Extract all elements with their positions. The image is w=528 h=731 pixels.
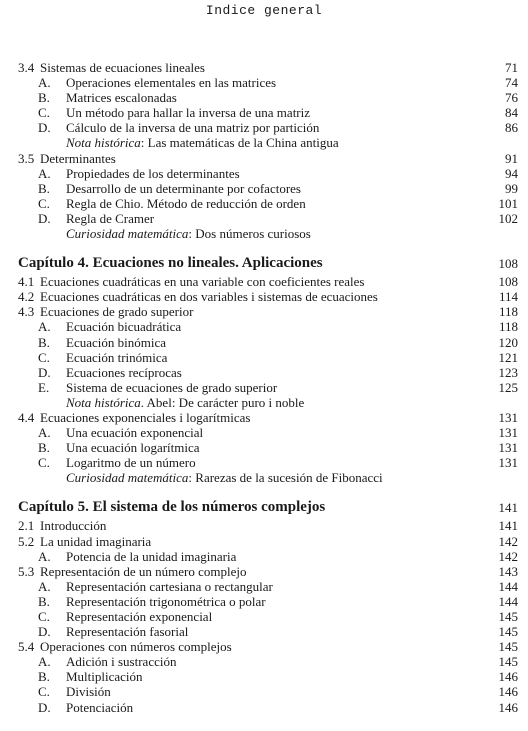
toc-page-number: 131 (498, 425, 518, 441)
toc-title: Ecuaciones cuadráticas en dos variables i sistemas de ecuaciones (40, 289, 378, 305)
toc-note-label: Nota histórica (66, 394, 141, 410)
toc-title: Representación cartesiana o rectangular (66, 578, 273, 594)
toc-title: Regla de Cramer (66, 210, 155, 226)
toc-title: División (66, 684, 111, 700)
toc-page-number: 143 (498, 563, 518, 579)
toc-page-number: 114 (498, 289, 518, 305)
toc-section-row (18, 534, 518, 549)
toc-note-title: : Dos números curiosos (188, 226, 311, 242)
toc-page-number: 131 (498, 409, 518, 425)
toc-section-row (18, 60, 518, 75)
toc-section-row (18, 410, 518, 425)
toc-sub-row (18, 455, 518, 470)
toc-number: A. (38, 654, 51, 670)
toc-number: C. (38, 609, 50, 624)
toc-title: Ecuaciones exponenciales i logarítmicas (40, 409, 251, 425)
toc-page-number: 121 (498, 349, 518, 365)
toc-title: Logaritmo de un número (66, 455, 196, 471)
toc-note-text (66, 226, 311, 241)
toc-page-number: 76 (505, 90, 518, 106)
toc-number: D. (38, 120, 51, 136)
toc-sub-row (18, 105, 518, 120)
toc-number: C. (38, 105, 50, 121)
toc-page-number: 141 (498, 518, 518, 534)
toc-sub-row (18, 166, 518, 181)
toc-sub-row (18, 75, 518, 90)
toc-title: Ecuaciones recíprocas (66, 364, 182, 380)
toc-title: Cálculo de la inversa de una matriz por partición (66, 120, 320, 136)
toc-number: B. (38, 669, 50, 685)
toc-sub-row (18, 669, 518, 684)
toc-page-number: 120 (498, 334, 518, 350)
toc-page-number: 118 (498, 319, 518, 335)
toc-title: Representación trigonométrica o polar (66, 593, 266, 609)
toc-sub-row (18, 350, 518, 365)
toc-note-text (66, 135, 339, 150)
toc-sub-row (18, 196, 518, 211)
toc-title: Ecuaciones de grado superior (40, 304, 194, 320)
toc-note-title: : Las matemáticas de la China antigua (140, 135, 339, 151)
toc-page-number: 131 (498, 440, 518, 456)
toc-sub-row (18, 335, 518, 350)
toc-sub-row (18, 700, 518, 715)
toc-number: B. (38, 90, 50, 106)
toc-title: Ecuación trinómica (66, 349, 168, 365)
toc-note-label: Nota histórica (66, 135, 141, 151)
toc-number: 3.4 (18, 60, 35, 75)
toc-title: Introducción (40, 518, 107, 534)
toc-title: Capítulo 4. Ecuaciones no lineales. Aplicaciones (18, 255, 323, 272)
toc-title: La unidad imaginaria (40, 533, 152, 549)
toc-number: 2.1 (18, 518, 35, 534)
toc-number: 4.4 (18, 409, 35, 425)
toc-number: D. (38, 210, 51, 226)
toc-sub-row (18, 594, 518, 609)
toc-sub-row (18, 624, 518, 639)
toc-page-number: 144 (498, 593, 518, 609)
toc-title: Un método para hallar la inversa de una matriz (66, 105, 311, 121)
toc-title: Ecuación bicuadrática (66, 319, 182, 335)
toc-number: D. (38, 364, 51, 380)
toc-number: 4.1 (18, 274, 35, 290)
toc-chapter-row (18, 253, 518, 274)
toc-number: E. (38, 379, 50, 395)
toc-page-number: 84 (505, 105, 518, 121)
toc-number: 3.5 (18, 150, 35, 166)
toc-page-number: 101 (498, 195, 518, 211)
toc-page-number: 74 (505, 75, 518, 91)
toc-title: Representación exponencial (66, 609, 213, 624)
toc-note-text (66, 470, 383, 485)
toc-number: B. (38, 180, 50, 196)
toc-section-row (18, 518, 518, 533)
toc-page-number: 145 (498, 639, 518, 655)
toc-page-number: 131 (498, 455, 518, 471)
toc-page-number: 118 (498, 304, 518, 320)
toc-sub-row (18, 654, 518, 669)
toc-title: Determinantes (40, 150, 116, 166)
toc-number: A. (38, 75, 51, 91)
toc-sub-row (18, 90, 518, 105)
toc-note-label: Curiosidad matemática (66, 226, 189, 242)
toc-sub-row (18, 440, 518, 455)
toc-number: A. (38, 548, 51, 564)
toc-title: Sistemas de ecuaciones lineales (40, 60, 205, 75)
toc-note-title: : Rarezas de la sucesión de Fibonacci (188, 470, 383, 486)
toc-number: D. (38, 699, 51, 715)
toc-sub-row (18, 181, 518, 196)
toc-section-row (18, 274, 518, 289)
toc-page-number: 123 (498, 364, 518, 380)
toc-note-label: Curiosidad matemática (66, 470, 189, 486)
toc-note-row (18, 470, 518, 485)
toc-page-number: 91 (505, 150, 518, 166)
toc-section-row (18, 564, 518, 579)
toc-page-number: 71 (505, 60, 518, 75)
toc-page-number: 145 (498, 609, 518, 624)
toc-note-title: . Abel: De carácter puro i noble (140, 394, 305, 410)
toc-number: 5.2 (18, 533, 35, 549)
toc-number: C. (38, 195, 50, 211)
toc-note-text (66, 395, 304, 410)
toc-number: A. (38, 165, 51, 181)
toc-number: 4.2 (18, 289, 35, 305)
toc-number: C. (38, 455, 50, 471)
toc-title: Desarrollo de un determinante por cofactores (66, 180, 301, 196)
toc-note-row (18, 395, 518, 410)
toc-sub-row (18, 319, 518, 334)
toc-number: A. (38, 578, 51, 594)
toc-title: Ecuaciones cuadráticas en una variable con coeficientes reales (40, 274, 365, 290)
toc-number: B. (38, 334, 50, 350)
toc-note-row (18, 135, 518, 150)
toc-title: Multiplicación (66, 669, 143, 685)
toc-title: Adición i sustracción (66, 654, 177, 670)
toc-sub-row (18, 425, 518, 440)
toc-sub-row (18, 365, 518, 380)
toc-sub-row (18, 549, 518, 564)
toc-page-number: 144 (498, 578, 518, 594)
toc-page-number: 146 (498, 684, 518, 700)
toc-chapter-row (18, 497, 518, 518)
toc-number: C. (38, 349, 50, 365)
toc-number: B. (38, 593, 50, 609)
toc-number: 5.3 (18, 563, 35, 579)
toc-number: D. (38, 624, 51, 640)
toc-page-number: 141 (498, 500, 518, 516)
page-header: Indice general (205, 3, 323, 18)
toc-sub-row (18, 579, 518, 594)
toc-number: 5.4 (18, 639, 35, 655)
toc-title: Sistema de ecuaciones de grado superior (66, 379, 278, 395)
toc-number: C. (38, 684, 50, 700)
toc-page-number: 108 (498, 274, 518, 290)
toc-page-number: 142 (498, 533, 518, 549)
toc-note-row (18, 226, 518, 241)
toc-page-number: 86 (505, 120, 518, 136)
toc-section-row (18, 151, 518, 166)
toc-page-number: 108 (498, 256, 518, 272)
toc-title: Regla de Chio. Método de reducción de orden (66, 195, 306, 211)
toc-title: Una ecuación exponencial (66, 425, 204, 441)
toc-page-number: 145 (498, 654, 518, 670)
toc-title: Ecuación binómica (66, 334, 166, 350)
toc-page-number: 146 (498, 699, 518, 715)
toc-page-number: 142 (498, 548, 518, 564)
toc-sub-row (18, 609, 518, 624)
toc-title: Representación fasorial (66, 624, 189, 640)
toc-title: Potenciación (66, 699, 134, 715)
toc-section-row (18, 639, 518, 654)
toc-sub-row (18, 380, 518, 395)
toc-page-number: 94 (505, 165, 518, 181)
toc-number: A. (38, 319, 51, 335)
toc-title: Una ecuación logarítmica (66, 440, 200, 456)
toc-number: 4.3 (18, 304, 35, 320)
toc-title: Capítulo 5. El sistema de los números complejos (18, 499, 326, 516)
toc-page-number: 146 (498, 669, 518, 685)
toc-title: Matrices escalonadas (66, 90, 177, 106)
toc-number: B. (38, 440, 50, 456)
toc-sub-row (18, 120, 518, 135)
table-of-contents (18, 60, 518, 715)
toc-title: Operaciones elementales en las matrices (66, 75, 277, 91)
toc-sub-row (18, 684, 518, 699)
toc-page-number: 99 (505, 180, 518, 196)
toc-page-number: 145 (498, 624, 518, 640)
toc-section-row (18, 289, 518, 304)
toc-number: A. (38, 425, 51, 441)
toc-title: Potencia de la unidad imaginaria (66, 548, 237, 564)
toc-title: Representación de un número complejo (40, 563, 247, 579)
toc-title: Operaciones con números complejos (40, 639, 232, 655)
toc-title: Propiedades de los determinantes (66, 165, 240, 181)
toc-page-number: 102 (498, 210, 518, 226)
toc-page-number: 125 (498, 379, 518, 395)
toc-section-row (18, 304, 518, 319)
toc-sub-row (18, 211, 518, 226)
